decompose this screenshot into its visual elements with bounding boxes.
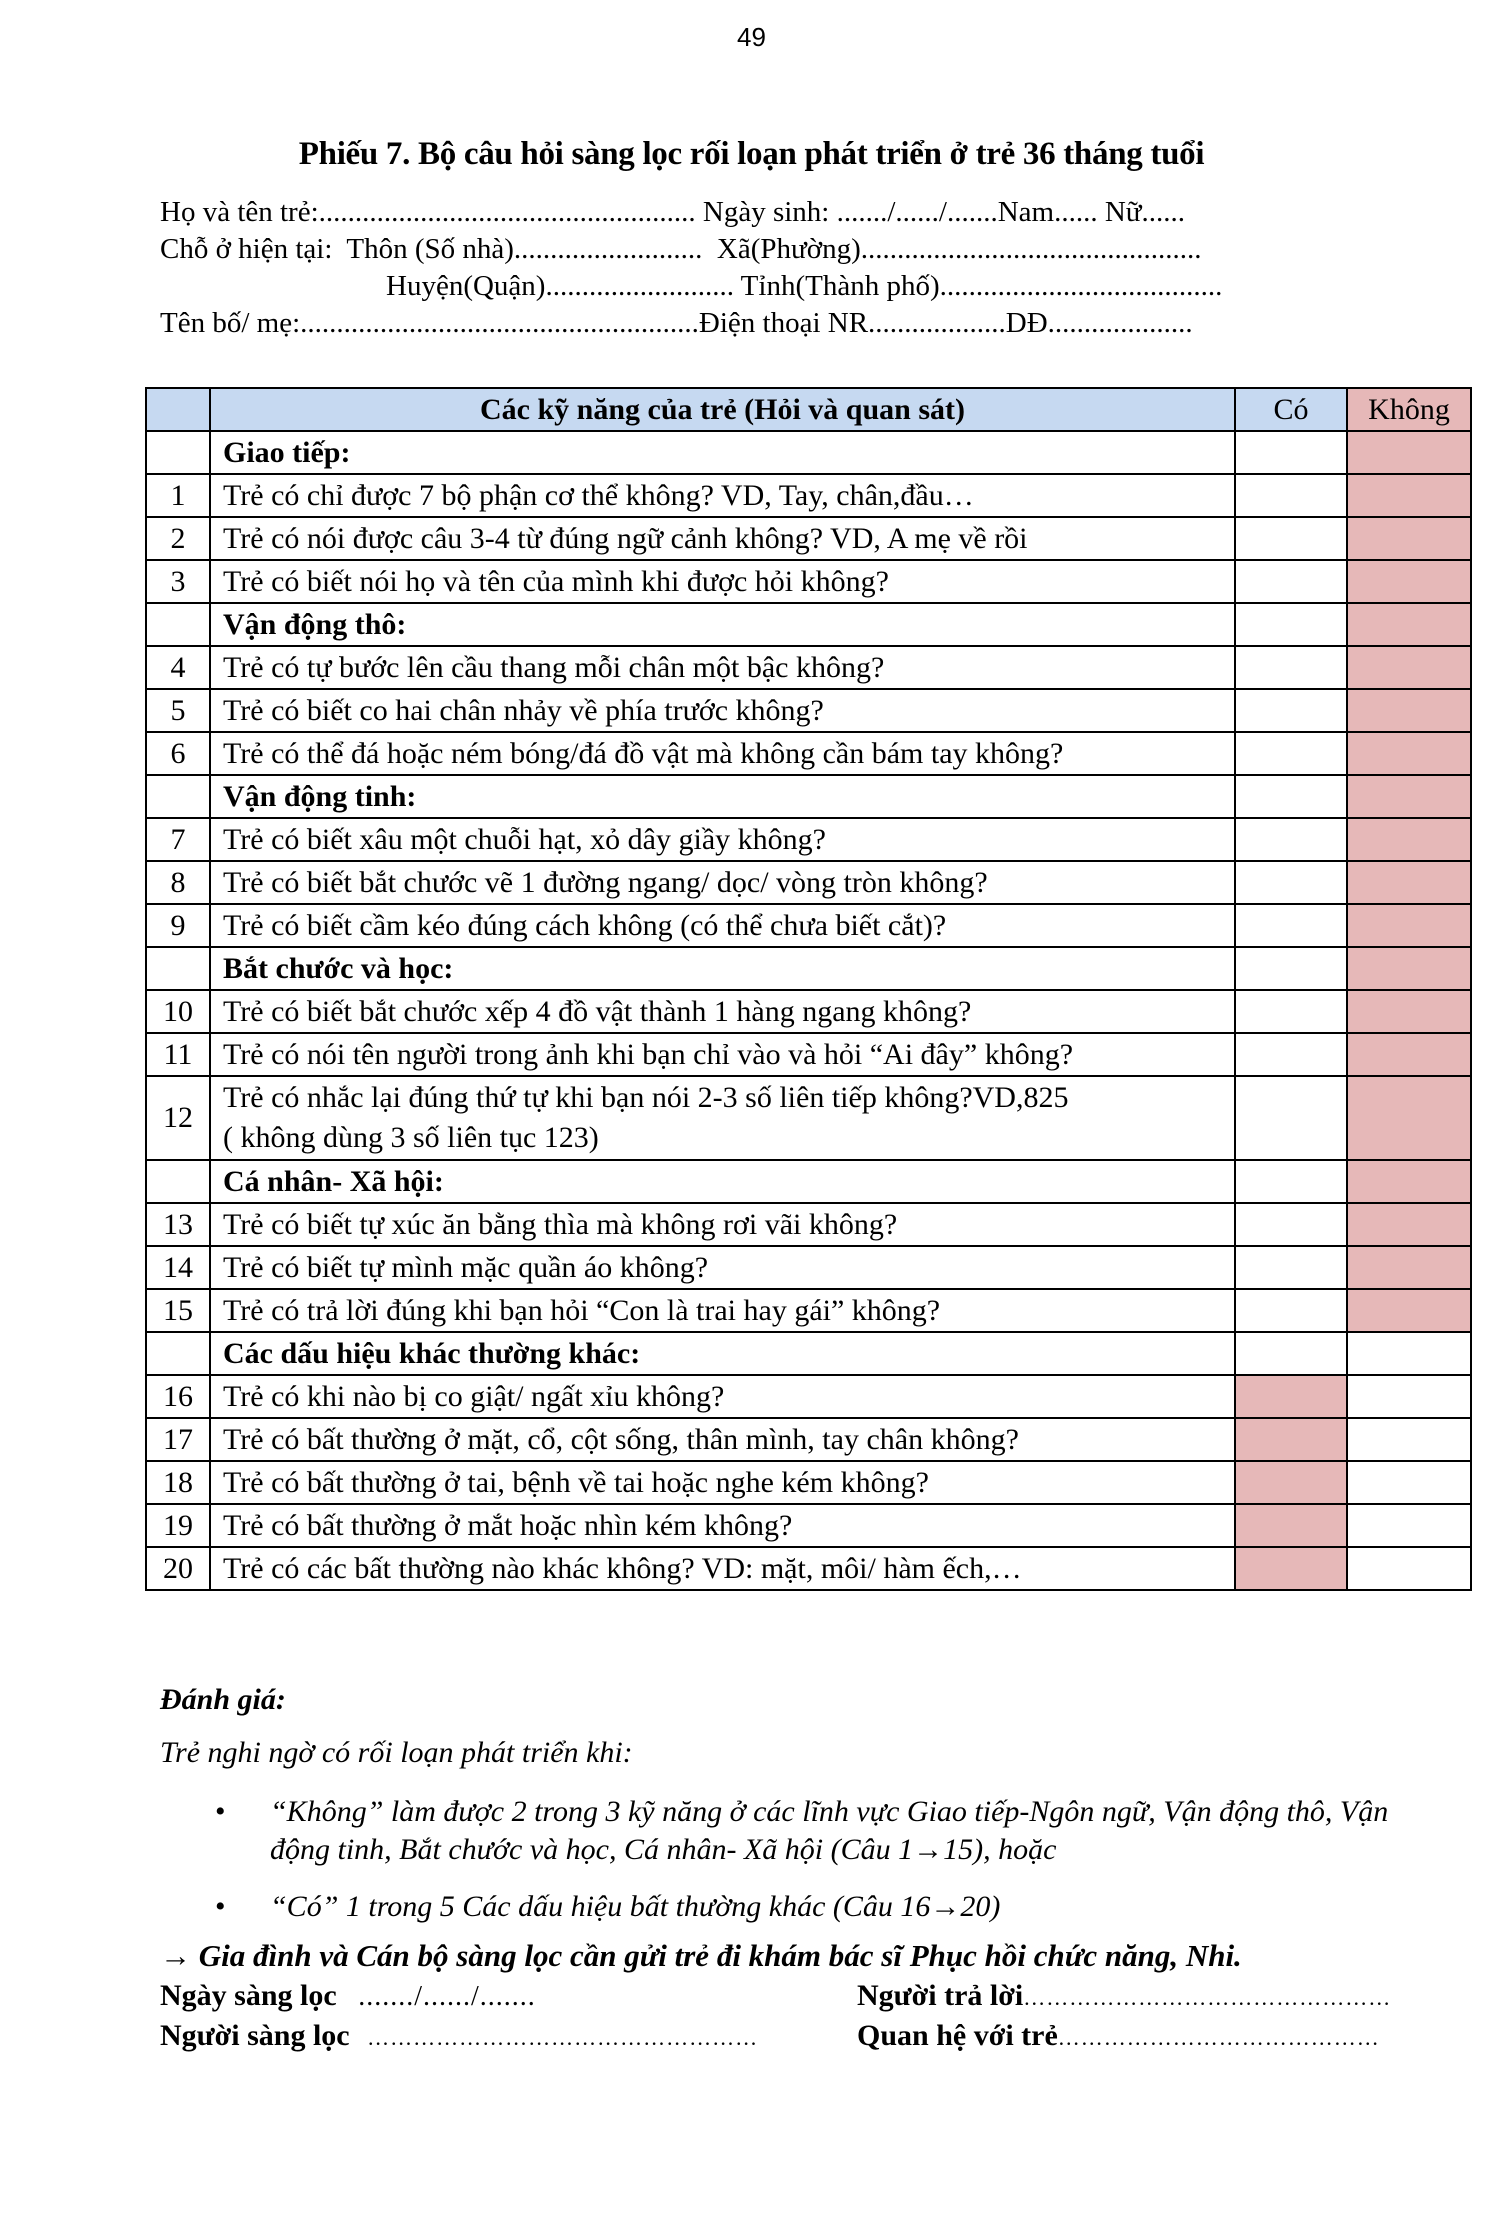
- no-cell[interactable]: [1347, 904, 1471, 947]
- question-text: Trẻ có trả lời đúng khi bạn hỏi “Con là trai hay gái” không?: [210, 1289, 1235, 1332]
- no-cell: [1347, 1332, 1471, 1375]
- page-number: 49: [737, 22, 766, 52]
- yes-cell[interactable]: [1235, 1033, 1347, 1076]
- table-row: [146, 1547, 1471, 1590]
- question-text: Trẻ có biết bắt chước xếp 4 đồ vật thành 1 hàng ngang không?: [210, 990, 1235, 1033]
- row-number: 12: [146, 1076, 210, 1160]
- yes-cell[interactable]: [1235, 517, 1347, 560]
- screener-field[interactable]: ……………………………………………: [367, 2025, 759, 2050]
- yes-cell: [1235, 1332, 1347, 1375]
- row-number: 15: [146, 1289, 210, 1332]
- row-number: 9: [146, 904, 210, 947]
- evaluation-intro: Trẻ nghi ngờ có rối loạn phát triển khi:: [160, 1736, 633, 1769]
- table-header-row: [146, 388, 1471, 431]
- row-number: 13: [146, 1203, 210, 1246]
- question-text: Trẻ có bất thường ở mặt, cổ, cột sống, thân mình, tay chân không?: [210, 1418, 1235, 1461]
- criterion-1: [215, 1793, 1455, 1873]
- question-line-2: ( không dùng 3 số liên tục 123): [223, 1121, 599, 1154]
- table-row: [146, 560, 1471, 603]
- yes-cell[interactable]: [1235, 689, 1347, 732]
- evaluation-title: Đánh giá:: [160, 1683, 286, 1716]
- respondent-field[interactable]: …………………………………………: [1023, 1985, 1392, 2010]
- no-cell[interactable]: [1347, 1033, 1471, 1076]
- no-cell[interactable]: [1347, 861, 1471, 904]
- yes-cell[interactable]: [1235, 990, 1347, 1033]
- group-row: [146, 603, 1471, 646]
- yes-cell[interactable]: [1235, 1246, 1347, 1289]
- yes-cell[interactable]: [1235, 818, 1347, 861]
- row-number: 16: [146, 1375, 210, 1418]
- row-number: 5: [146, 689, 210, 732]
- no-cell[interactable]: [1347, 1547, 1471, 1590]
- table-row: [146, 904, 1471, 947]
- criterion-2: [215, 1888, 1455, 1928]
- no-cell[interactable]: [1347, 560, 1471, 603]
- table-row: [146, 646, 1471, 689]
- yes-cell: [1235, 603, 1347, 646]
- screening-table: [145, 387, 1472, 1591]
- commune-field[interactable]: Xã(Phường)...............................................: [702, 233, 1202, 265]
- no-cell: [1347, 947, 1471, 990]
- group-label: Các dấu hiệu khác thường khác:: [210, 1332, 1235, 1375]
- no-cell[interactable]: [1347, 1076, 1471, 1160]
- respondent-label: Người trả lời: [857, 1979, 1024, 2012]
- header-num: [146, 388, 210, 431]
- yes-cell: [1235, 431, 1347, 474]
- table-row: [146, 1418, 1471, 1461]
- no-cell[interactable]: [1347, 1246, 1471, 1289]
- table-row: [146, 689, 1471, 732]
- row-number: 7: [146, 818, 210, 861]
- header-skill: Các kỹ năng của trẻ (Hỏi và quan sát): [210, 388, 1235, 431]
- question-text: Trẻ có tự bước lên cầu thang mỗi chân một bậc không?: [210, 646, 1235, 689]
- question-line-1: Trẻ có nhắc lại đúng thứ tự khi bạn nói 2-3 số liên tiếp không?VD,825: [223, 1081, 1069, 1114]
- no-cell[interactable]: [1347, 474, 1471, 517]
- question-text: Trẻ có bất thường ở tai, bệnh về tai hoặc nghe kém không?: [210, 1461, 1235, 1504]
- no-cell[interactable]: [1347, 646, 1471, 689]
- no-cell[interactable]: [1347, 517, 1471, 560]
- yes-cell[interactable]: [1235, 560, 1347, 603]
- question-text: Trẻ có bất thường ở mắt hoặc nhìn kém không?: [210, 1504, 1235, 1547]
- row-number: 19: [146, 1504, 210, 1547]
- row-number: 8: [146, 861, 210, 904]
- province-field[interactable]: Tỉnh(Thành phố).......................................: [733, 270, 1223, 302]
- address-line-1: [160, 231, 1201, 267]
- form-title: Phiếu 7. Bộ câu hỏi sàng lọc rối loạn phát triển ở trẻ 36 tháng tuổi: [298, 136, 1205, 172]
- question-text: Trẻ có biết nói họ và tên của mình khi được hỏi không?: [210, 560, 1235, 603]
- group-label: Vận động thô:: [210, 603, 1235, 646]
- no-cell[interactable]: [1347, 1461, 1471, 1504]
- phone-field[interactable]: Điện thoại NR...................DĐ....................: [698, 307, 1193, 339]
- table-row: [146, 1375, 1471, 1418]
- row-number: 4: [146, 646, 210, 689]
- table-row: [146, 1033, 1471, 1076]
- group-row: [146, 947, 1471, 990]
- group-label: Bắt chước và học:: [210, 947, 1235, 990]
- yes-cell[interactable]: [1235, 474, 1347, 517]
- yes-cell[interactable]: [1235, 1203, 1347, 1246]
- no-cell[interactable]: [1347, 1289, 1471, 1332]
- district-field[interactable]: Huyện(Quận)..........................: [386, 270, 734, 302]
- row-number: 11: [146, 1033, 210, 1076]
- yes-cell[interactable]: [1235, 1418, 1347, 1461]
- question-text: Trẻ có chỉ được 7 bộ phận cơ thể không? VD, Tay, chân,đầu…: [210, 474, 1235, 517]
- child-name-field[interactable]: Họ và tên trẻ:....................................................: [160, 196, 696, 228]
- criterion-text: “Không” làm được 2 trong 3 kỹ năng ở các lĩnh vực Giao tiếp-Ngôn ngữ, Vận động thô, Vận động tinh, Bắt chước và học, Cá nhân- Xã hội (Câu 1→15), hoặc: [270, 1795, 1389, 1866]
- bullet-icon: •: [215, 1890, 226, 1923]
- group-row: [146, 431, 1471, 474]
- row-number: 2: [146, 517, 210, 560]
- birth-date-gender-field[interactable]: Ngày sinh: ......./....../.......Nam...... Nữ......: [695, 196, 1186, 228]
- address-label: Chỗ ở hiện tại:: [160, 233, 333, 265]
- question-text: Trẻ có biết cầm kéo đúng cách không (có thể chưa biết cắt)?: [210, 904, 1235, 947]
- yes-cell[interactable]: [1235, 1375, 1347, 1418]
- no-cell[interactable]: [1347, 1203, 1471, 1246]
- village-field[interactable]: Thôn (Số nhà)..........................: [332, 233, 703, 265]
- no-cell[interactable]: [1347, 732, 1471, 775]
- table-row: [146, 1076, 1471, 1160]
- yes-cell[interactable]: [1235, 1461, 1347, 1504]
- row-number: 17: [146, 1418, 210, 1461]
- question-text: Trẻ có thể đá hoặc ném bóng/đá đồ vật mà không cần bám tay không?: [210, 732, 1235, 775]
- question-text: Trẻ có biết tự mình mặc quần áo không?: [210, 1246, 1235, 1289]
- group-label: Vận động tinh:: [210, 775, 1235, 818]
- question-text: Trẻ có biết tự xúc ăn bằng thìa mà không rơi vãi không?: [210, 1203, 1235, 1246]
- yes-cell[interactable]: [1235, 861, 1347, 904]
- relation-field[interactable]: ……………………………………: [1057, 2025, 1380, 2050]
- no-cell: [1347, 1160, 1471, 1203]
- yes-cell[interactable]: [1235, 1076, 1347, 1160]
- respondent: [857, 1979, 1391, 2013]
- table-row: [146, 1203, 1471, 1246]
- yes-cell[interactable]: [1235, 1504, 1347, 1547]
- question-text: Trẻ có nói tên người trong ảnh khi bạn chỉ vào và hỏi “Ai đây” không?: [210, 1033, 1235, 1076]
- yes-cell[interactable]: [1235, 1547, 1347, 1590]
- child-name-line: [160, 194, 1185, 230]
- table-row: [146, 1246, 1471, 1289]
- relation-label: Quan hệ với trẻ: [857, 2019, 1058, 2052]
- screener-label: Người sàng lọc: [160, 2019, 350, 2052]
- screen-date-field[interactable]: ......./....../.......: [358, 1981, 536, 2012]
- table-row: [146, 1461, 1471, 1504]
- no-cell: [1347, 603, 1471, 646]
- row-number: 14: [146, 1246, 210, 1289]
- row-number: 3: [146, 560, 210, 603]
- group-row: [146, 775, 1471, 818]
- screen-date: [160, 1979, 536, 2013]
- no-cell: [1347, 775, 1471, 818]
- group-row: [146, 1160, 1471, 1203]
- table-row: [146, 990, 1471, 1033]
- yes-cell: [1235, 775, 1347, 818]
- question-text: Trẻ có nói được câu 3-4 từ đúng ngữ cảnh không? VD, A mẹ về rồi: [210, 517, 1235, 560]
- question-text: [210, 1076, 1235, 1160]
- conclusion: → Gia đình và Cán bộ sàng lọc cần gửi trẻ đi khám bác sĩ Phục hồi chức năng, Nhi.: [160, 1938, 1242, 1973]
- row-number: 1: [146, 474, 210, 517]
- table-row: [146, 517, 1471, 560]
- criterion-text: “Có” 1 trong 5 Các dấu hiệu bất thường khác (Câu 16→20): [270, 1890, 1001, 1923]
- question-text: Trẻ có các bất thường nào khác không? VD: mặt, môi/ hàm ếch,…: [210, 1547, 1235, 1590]
- parent-name-field[interactable]: Tên bố/ mẹ:.......................................................: [160, 307, 699, 339]
- no-cell[interactable]: [1347, 1504, 1471, 1547]
- yes-cell[interactable]: [1235, 1289, 1347, 1332]
- bullet-icon: •: [215, 1795, 226, 1828]
- table-row: [146, 1289, 1471, 1332]
- yes-cell[interactable]: [1235, 904, 1347, 947]
- question-text: Trẻ có khi nào bị co giật/ ngất xỉu không?: [210, 1375, 1235, 1418]
- question-text: Trẻ có biết co hai chân nhảy về phía trước không?: [210, 689, 1235, 732]
- yes-cell[interactable]: [1235, 732, 1347, 775]
- header-no: Không: [1347, 388, 1471, 431]
- table-row: [146, 818, 1471, 861]
- screener: [160, 2019, 758, 2053]
- no-cell[interactable]: [1347, 1375, 1471, 1418]
- row-number: 20: [146, 1547, 210, 1590]
- screen-date-label: Ngày sàng lọc: [160, 1979, 337, 2012]
- table-row: [146, 732, 1471, 775]
- table-row: [146, 1504, 1471, 1547]
- no-cell[interactable]: [1347, 1418, 1471, 1461]
- no-cell[interactable]: [1347, 818, 1471, 861]
- row-number: 6: [146, 732, 210, 775]
- no-cell[interactable]: [1347, 990, 1471, 1033]
- address-line-2: [386, 268, 1222, 304]
- group-label: Giao tiếp:: [210, 431, 1235, 474]
- no-cell[interactable]: [1347, 689, 1471, 732]
- relation: [857, 2019, 1380, 2053]
- header-yes: Có: [1235, 388, 1347, 431]
- row-number: 10: [146, 990, 210, 1033]
- yes-cell: [1235, 1160, 1347, 1203]
- table-row: [146, 861, 1471, 904]
- yes-cell: [1235, 947, 1347, 990]
- question-text: Trẻ có biết xâu một chuỗi hạt, xỏ dây giầy không?: [210, 818, 1235, 861]
- yes-cell[interactable]: [1235, 646, 1347, 689]
- group-label: Cá nhân- Xã hội:: [210, 1160, 1235, 1203]
- group-row: [146, 1332, 1471, 1375]
- question-text: Trẻ có biết bắt chước vẽ 1 đường ngang/ dọc/ vòng tròn không?: [210, 861, 1235, 904]
- row-number: 18: [146, 1461, 210, 1504]
- parent-line: [160, 305, 1193, 341]
- no-cell: [1347, 431, 1471, 474]
- table-row: [146, 474, 1471, 517]
